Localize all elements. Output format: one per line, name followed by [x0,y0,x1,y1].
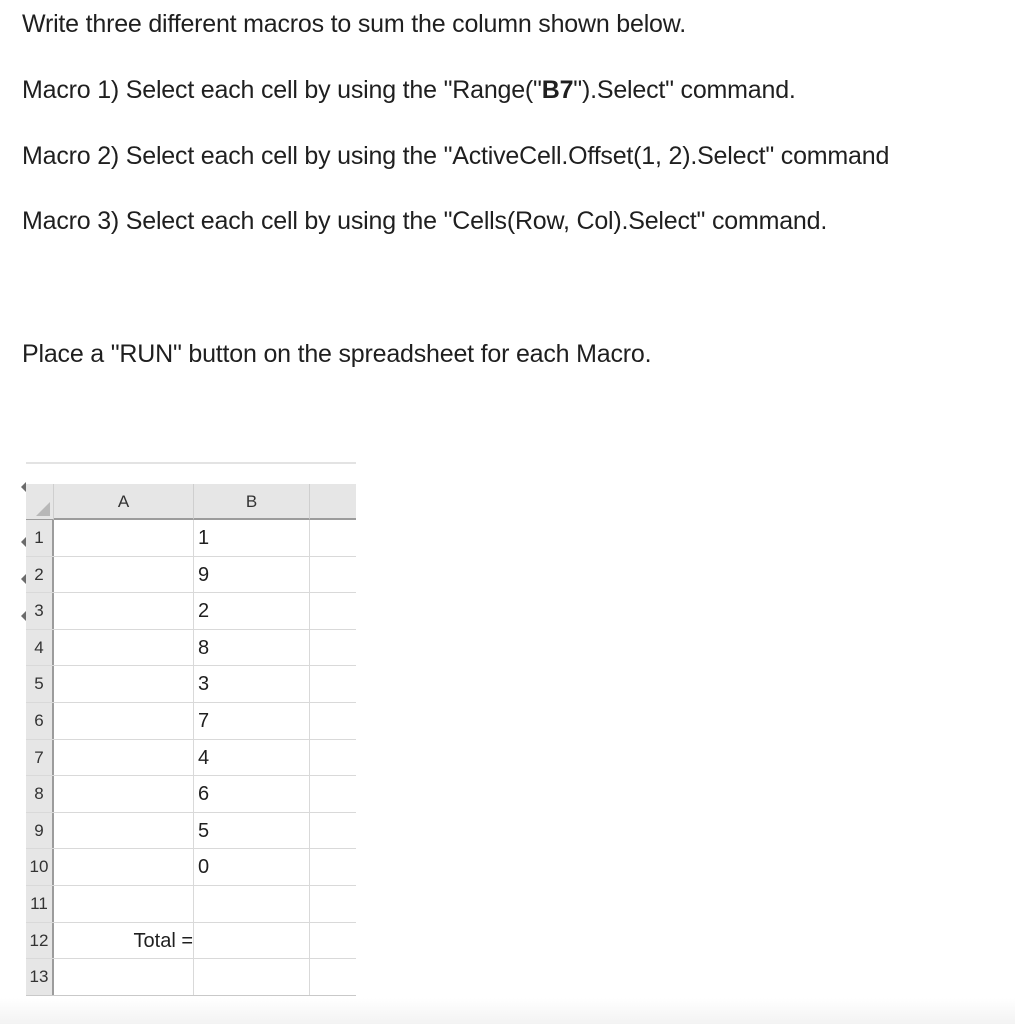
cell-b[interactable]: 0 [194,849,310,885]
cell-c[interactable] [310,886,356,922]
cell-b[interactable]: 4 [194,740,310,776]
cell-a[interactable] [54,886,194,922]
cell-c[interactable] [310,923,356,959]
instruction-macro-3: Macro 3) Select each cell by using the "Cells(Row, Col).Select" command. [22,207,828,235]
macro-1-text-end: ").Select" command. [573,76,796,104]
column-header-a[interactable]: A [54,484,194,520]
cell-a[interactable] [54,923,194,959]
cell-c[interactable] [310,630,356,666]
cell-c[interactable] [310,849,356,885]
table-row [26,959,356,996]
macro-1-cell-ref: B7 [541,76,574,104]
cell-a[interactable] [54,703,194,739]
table-row [26,520,356,557]
sheet-top-bar [26,462,356,486]
row-header[interactable]: 4 [26,630,54,666]
row-header[interactable]: 13 [26,959,54,995]
select-all-triangle-icon [36,502,50,516]
cell-b[interactable] [194,923,310,959]
sheet-bottom-border [26,995,356,996]
row-header[interactable]: 7 [26,740,54,776]
cell-b[interactable]: 7 [194,703,310,739]
cell-a[interactable] [54,849,194,885]
macro-1-text-start: Macro 1) Select each cell by using the "Range(" [22,76,542,104]
cell-b[interactable]: 5 [194,813,310,849]
row-header[interactable]: 11 [26,886,54,922]
table-row [26,740,356,777]
row-header[interactable]: 3 [26,593,54,629]
row-header[interactable]: 8 [26,776,54,812]
cell-b[interactable]: 9 [194,557,310,593]
sheet-rows [26,520,356,996]
row-header[interactable]: 12 [26,923,54,959]
cell-c[interactable] [310,593,356,629]
instruction-macro-1 [22,75,796,105]
row-header[interactable]: 9 [26,813,54,849]
cell-c[interactable] [310,520,356,556]
cell-a[interactable] [54,593,194,629]
column-header-b[interactable]: B [194,484,310,520]
cell-b[interactable] [194,886,310,922]
row-header[interactable]: 6 [26,703,54,739]
cell-a[interactable] [54,740,194,776]
cell-a[interactable] [54,630,194,666]
table-row [26,557,356,594]
table-row [26,630,356,667]
instruction-run-button: Place a "RUN" button on the spreadsheet for each Macro. [22,340,652,368]
cell-a[interactable] [54,959,194,995]
row-header[interactable]: 10 [26,849,54,885]
cell-a-value: Total = [133,929,193,952]
table-row [26,776,356,813]
table-row [26,849,356,886]
cell-c[interactable] [310,813,356,849]
cell-c[interactable] [310,776,356,812]
table-row [26,923,356,960]
row-header[interactable]: 1 [26,520,54,556]
cell-b[interactable]: 2 [194,593,310,629]
cell-c[interactable] [310,557,356,593]
page-bottom-shade [0,998,1015,1024]
cell-c[interactable] [310,703,356,739]
cell-a[interactable] [54,557,194,593]
instruction-macro-2: Macro 2) Select each cell by using the "ActiveCell.Offset(1, 2).Select" command [22,142,890,170]
spreadsheet [26,462,356,998]
table-row [26,813,356,850]
table-row [26,703,356,740]
select-all-corner[interactable] [26,484,54,520]
instruction-line-1: Write three different macros to sum the column shown below. [22,10,686,38]
table-row [26,593,356,630]
cell-c[interactable] [310,740,356,776]
cell-c[interactable] [310,666,356,702]
cell-b[interactable] [194,959,310,995]
cell-c[interactable] [310,959,356,995]
cell-b[interactable]: 6 [194,776,310,812]
cell-a[interactable] [54,776,194,812]
cell-a[interactable] [54,813,194,849]
table-row [26,666,356,703]
cell-b[interactable]: 3 [194,666,310,702]
cell-b[interactable]: 8 [194,630,310,666]
row-header[interactable]: 5 [26,666,54,702]
cell-b[interactable]: 1 [194,520,310,556]
table-row [26,886,356,923]
column-header-c[interactable] [310,484,356,520]
cell-a[interactable] [54,666,194,702]
row-header[interactable]: 2 [26,557,54,593]
cell-a[interactable] [54,520,194,556]
